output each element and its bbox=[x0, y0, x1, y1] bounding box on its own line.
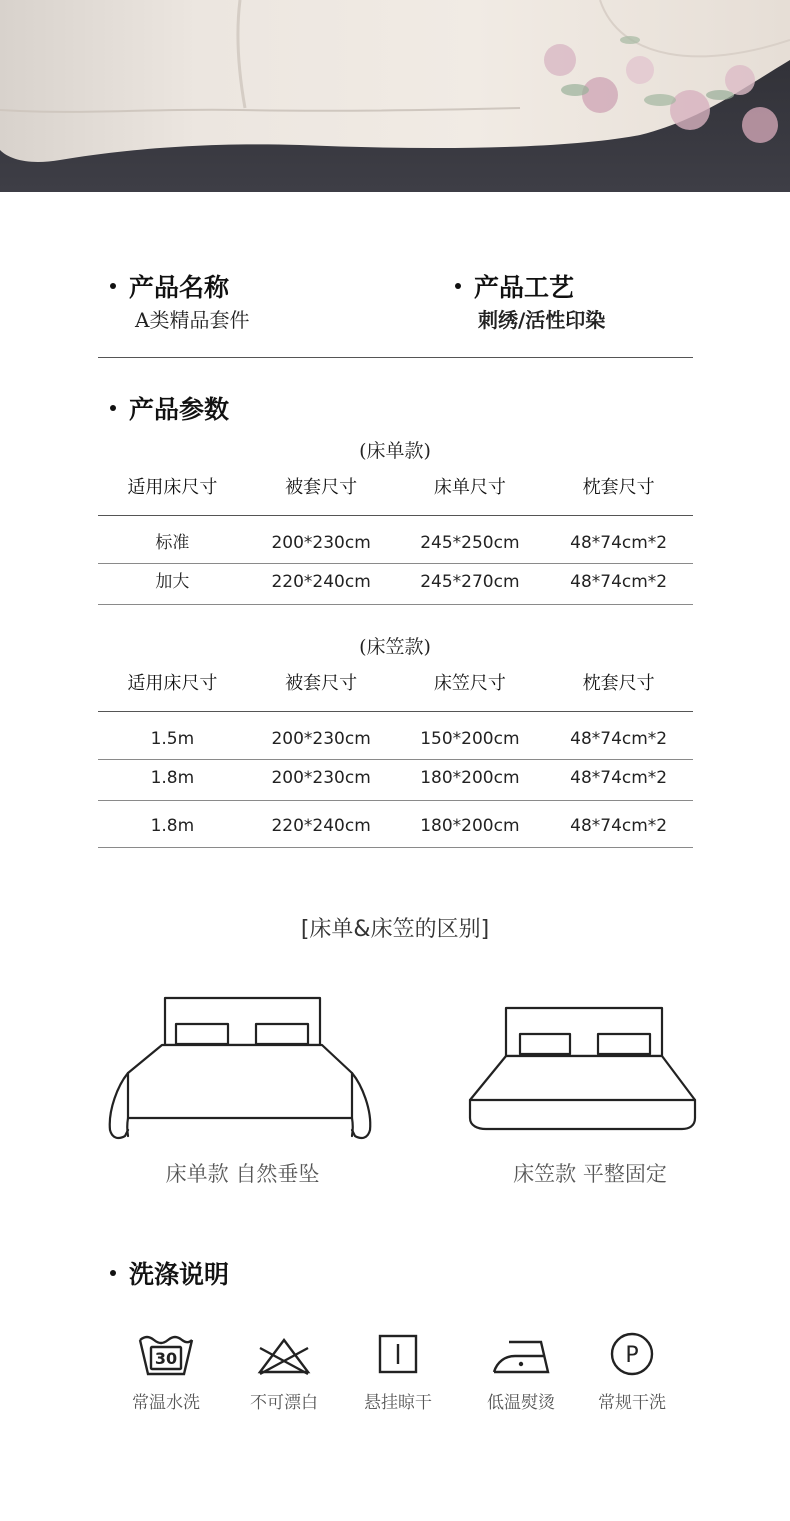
hang-dry-icon bbox=[368, 1332, 428, 1380]
flat-sheet-bed-illustration bbox=[100, 990, 380, 1149]
washing-heading bbox=[110, 1255, 229, 1291]
header-cell: 床笠尺寸 bbox=[433, 673, 506, 694]
table-row bbox=[98, 763, 693, 793]
divider bbox=[98, 515, 693, 516]
divider bbox=[98, 357, 693, 358]
fitted-sheet-label: 床笠款 平整固定 bbox=[513, 1162, 667, 1186]
header-cell: 被套尺寸 bbox=[285, 477, 358, 498]
table-row bbox=[98, 811, 693, 841]
header-cell: 适用床尺寸 bbox=[127, 477, 218, 498]
divider bbox=[98, 847, 693, 848]
header-cell: 适用床尺寸 bbox=[127, 673, 218, 694]
table-cell: 245*270cm bbox=[420, 572, 520, 592]
washing-title: 洗涤说明 bbox=[129, 1260, 230, 1289]
bullet-dot bbox=[455, 283, 461, 289]
table-cell: 48*74cm*2 bbox=[570, 572, 668, 592]
table-row bbox=[98, 724, 693, 754]
product-name-label: 产品名称 bbox=[129, 273, 230, 302]
product-craft-label: 产品工艺 bbox=[474, 273, 575, 302]
table-cell: 220*240cm bbox=[271, 816, 371, 836]
bullet-dot bbox=[110, 405, 116, 411]
table-cell: 200*230cm bbox=[271, 768, 371, 788]
product-name-heading bbox=[110, 268, 229, 304]
product-craft-heading bbox=[455, 268, 574, 304]
header-cell: 被套尺寸 bbox=[285, 673, 358, 694]
no-bleach-icon bbox=[254, 1332, 314, 1380]
wash-temperature-text: 30 bbox=[154, 1349, 178, 1368]
fitted-sheet-caption: (床笠款) bbox=[359, 636, 431, 658]
table-cell: 48*74cm*2 bbox=[570, 816, 668, 836]
care-item bbox=[111, 1332, 221, 1413]
fitted-sheet-header-row bbox=[98, 669, 693, 699]
header-cell: 枕套尺寸 bbox=[582, 673, 655, 694]
bullet-dot bbox=[110, 1270, 116, 1276]
table-cell: 220*240cm bbox=[271, 572, 371, 592]
low-iron-icon bbox=[491, 1332, 551, 1380]
table-cell: 加大 bbox=[155, 572, 190, 592]
care-label: 低温熨烫 bbox=[487, 1393, 555, 1413]
divider bbox=[98, 604, 693, 605]
table-cell: 200*230cm bbox=[271, 533, 371, 553]
product-name-value: A类精品套件 bbox=[135, 308, 250, 332]
flat-sheet-caption: (床单款) bbox=[359, 440, 431, 462]
wash-30-icon bbox=[136, 1332, 196, 1380]
params-title: 产品参数 bbox=[129, 395, 230, 424]
care-label: 不可漂白 bbox=[250, 1393, 318, 1413]
flat-sheet-label: 床单款 自然垂坠 bbox=[165, 1162, 320, 1186]
care-label: 常规干洗 bbox=[598, 1393, 666, 1413]
table-cell: 180*200cm bbox=[420, 816, 520, 836]
care-item bbox=[343, 1332, 453, 1413]
flat-sheet-header-row bbox=[98, 473, 693, 503]
dry-clean-letter: P bbox=[625, 1343, 639, 1368]
params-heading bbox=[110, 390, 229, 426]
table-row bbox=[98, 567, 693, 597]
care-label: 悬挂晾干 bbox=[364, 1393, 432, 1413]
table-row bbox=[98, 528, 693, 558]
care-item bbox=[466, 1332, 576, 1413]
divider bbox=[98, 711, 693, 712]
divider bbox=[98, 563, 693, 564]
table-cell: 200*230cm bbox=[271, 729, 371, 749]
care-label: 常温水洗 bbox=[132, 1393, 200, 1413]
care-item bbox=[577, 1332, 687, 1413]
table-cell: 48*74cm*2 bbox=[570, 768, 668, 788]
header-cell: 枕套尺寸 bbox=[582, 477, 655, 498]
care-item bbox=[229, 1332, 339, 1413]
hero-bedding-photo bbox=[0, 0, 790, 192]
table-cell: 48*74cm*2 bbox=[570, 729, 668, 749]
header-cell: 床单尺寸 bbox=[433, 477, 506, 498]
table-cell: 1.8m bbox=[150, 768, 195, 788]
table-cell: 标准 bbox=[155, 533, 190, 553]
dry-clean-icon bbox=[602, 1332, 662, 1380]
difference-title: [床单&床笠的区别] bbox=[300, 917, 490, 942]
bullet-dot bbox=[110, 283, 116, 289]
fitted-sheet-bed-illustration bbox=[460, 1000, 710, 1144]
table-cell: 150*200cm bbox=[420, 729, 520, 749]
table-cell: 48*74cm*2 bbox=[570, 533, 668, 553]
product-craft-value: 刺绣/活性印染 bbox=[478, 308, 606, 332]
divider bbox=[98, 759, 693, 760]
table-cell: 1.5m bbox=[150, 729, 195, 749]
table-cell: 1.8m bbox=[150, 816, 195, 836]
divider bbox=[98, 800, 693, 801]
table-cell: 245*250cm bbox=[420, 533, 520, 553]
table-cell: 180*200cm bbox=[420, 768, 520, 788]
